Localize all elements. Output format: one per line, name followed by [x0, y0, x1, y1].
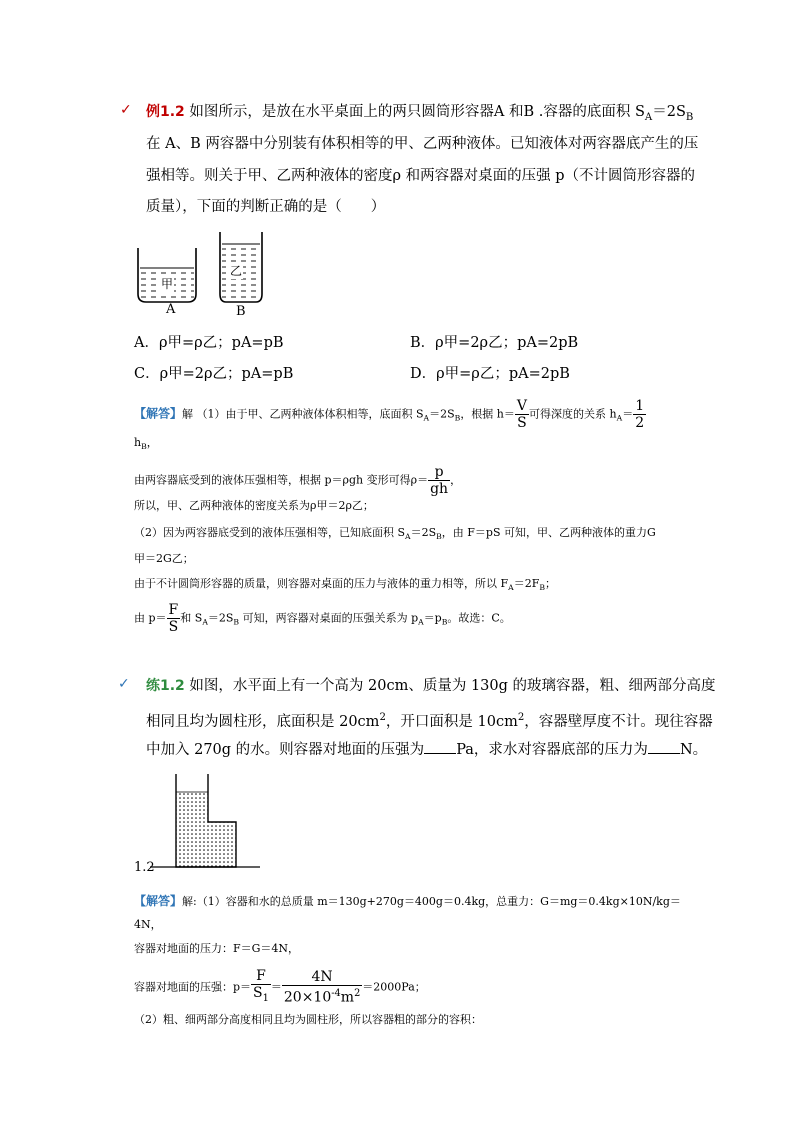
liquid-yi-label: 乙	[230, 264, 243, 278]
liquid-jia-label: 甲	[161, 277, 174, 291]
solution-1-line-6: 甲＝2G乙；	[134, 552, 194, 565]
practice-line-2: 相同且均为圆柱形，底面积是 $20cm^2$，开口面积是 $10cm^2$，容器壁厚度不计。现往容器	[146, 712, 713, 730]
check-icon: ✓	[118, 676, 130, 692]
example-line-3: 强相等。则关于甲、乙两种液体的密度ρ 和两容器对桌面的压强 p（不计圆筒形容器的	[146, 168, 696, 184]
solution-1-line-4: 所以，甲、乙两种液体的密度关系为ρ甲＝2ρ乙；	[134, 499, 374, 512]
practice-line-3: 中加入 270g 的水。则容器对地面的压强为 Pa，求水对容器底部的压力为 N。	[146, 742, 708, 758]
practice-question: 练1.2 如图，水平面上有一个高为 20cm、质量为 130g 的玻璃容器，粗、细两部分高度	[146, 678, 716, 694]
option-a: A．ρ甲=ρ乙；pA=pB	[134, 335, 284, 351]
option-c: C．ρ甲=2ρ乙；pA=pB	[134, 366, 294, 382]
practice-label: 练1.2	[146, 678, 185, 694]
figure-label: 1.2	[134, 860, 155, 875]
two-containers-figure	[130, 222, 290, 326]
example-line-4: 质量），下面的判断正确的是（ ）	[146, 199, 386, 215]
solution-2-line-4: 容器对地面的压强：p＝ $\frac{F}{S_1}$ ＝ $\frac{4N}{20\times 10^{-4}m^2}$ ＝2000Pa；	[134, 968, 426, 1006]
option-d: D．ρ甲=ρ乙；pA=2pB	[410, 366, 570, 382]
container-a-label: A	[166, 302, 176, 317]
solution-1-line-1: 【解答】解 （1）由于甲、乙两种液体体积相等，底面积 $S_A=2S_B$，根据 h＝ $\frac{V}{S}$ 可得深度的关系 $h_A=$ $\frac{1}{2}$	[134, 398, 645, 431]
solution-1-line-2: $h_B$，	[134, 436, 158, 452]
solution-2-line-3: 容器对地面的压力：F＝G＝4N，	[134, 942, 300, 955]
solution-1-line-7: 由于不计圆筒形容器的质量，则容器对桌面的压力与液体的重力相等，所以 $F_A=2F_B$；	[134, 577, 556, 593]
example-line-2: 在 A、B 两容器中分别装有体积相等的甲、乙两种液体。已知液体对两容器底产生的压	[146, 136, 699, 152]
solution-2-line-1: 【解答】解:（1）容器和水的总质量 m＝130g+270g＝400g＝0.4kg，总重力：G＝mg＝0.4kg×10N/kg＝	[134, 894, 681, 908]
solution-2-line-2: 4N，	[134, 918, 162, 931]
option-b: B．ρ甲=2ρ乙；pA=2pB	[410, 335, 579, 351]
solution-1-line-5: （2）因为两容器底受到的液体压强相等，已知底面积 $S_A=2S_B$，由 F＝pS 可知，甲、乙两种液体的重力G	[134, 526, 656, 542]
check-icon: ✓	[120, 102, 132, 118]
example-label: 例1.2	[146, 104, 185, 120]
solution-1-line-3: 由两容器底受到的液体压强相等，根据 p＝ρgh 变形可得ρ＝ $\frac{p}{gh}$ ，	[134, 464, 462, 497]
container-b-label: B	[236, 304, 246, 319]
example-question: 例1.2 如图所示，是放在水平桌面上的两只圆筒形容器A 和B .容器的底面积 $S_A=2S_B$	[146, 104, 694, 123]
solution-2-line-5: （2）粗、细两部分高度相同且均为圆柱形，所以容器粗的部分的容积：	[134, 1013, 482, 1026]
water	[176, 792, 236, 867]
solution-1-line-8: 由 p＝ $\frac{F}{S}$ 和 $S_A=2S_B$ 可知，两容器对桌面的压强关系为 $p_A=p_B$。故选：C。	[134, 602, 511, 635]
stepped-container-figure	[150, 772, 262, 872]
